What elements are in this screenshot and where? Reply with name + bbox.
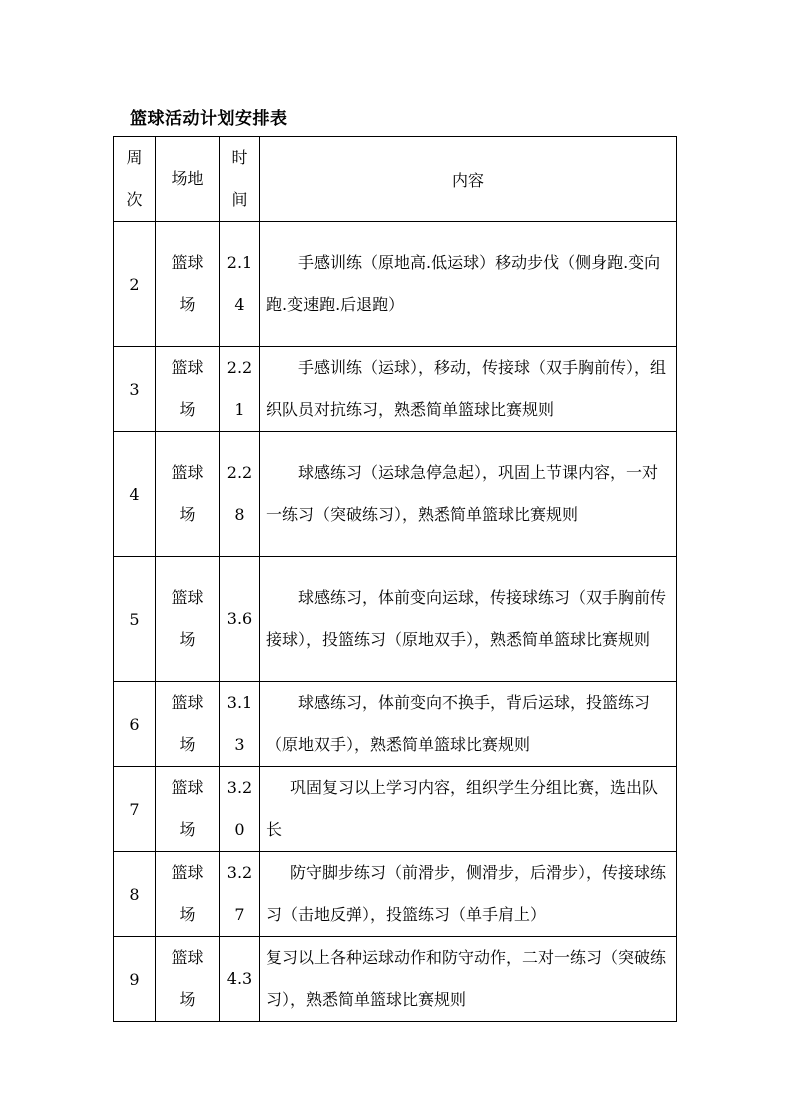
cell-week: 7 <box>114 767 156 852</box>
cell-place: 篮球场 <box>156 767 220 852</box>
table-header-row <box>114 137 677 222</box>
cell-place: 篮球场 <box>156 937 220 1022</box>
cell-date: 3.13 <box>220 682 260 767</box>
cell-week: 4 <box>114 432 156 557</box>
header-place: 场地 <box>156 137 220 222</box>
cell-content: 手感训练（原地高.低运球）移动步伐（侧身跑.变向跑.变速跑.后退跑） <box>260 222 677 347</box>
cell-date: 2.28 <box>220 432 260 557</box>
cell-week: 5 <box>114 557 156 682</box>
cell-content: 球感练习，体前变向运球，传接球练习（双手胸前传接球），投篮练习（原地双手），熟悉简单篮球比赛规则 <box>260 557 677 682</box>
cell-date: 4.3 <box>220 937 260 1022</box>
table-row <box>114 767 677 852</box>
table-row <box>114 682 677 767</box>
header-week: 周次 <box>114 137 156 222</box>
table-row <box>114 347 677 432</box>
cell-date: 3.27 <box>220 852 260 937</box>
cell-content: 巩固复习以上学习内容，组织学生分组比赛，选出队长 <box>260 767 677 852</box>
cell-content: 手感训练（运球），移动，传接球（双手胸前传），组织队员对抗练习，熟悉简单篮球比赛规则 <box>260 347 677 432</box>
cell-date: 2.21 <box>220 347 260 432</box>
cell-date: 3.6 <box>220 557 260 682</box>
table-row <box>114 222 677 347</box>
header-content: 内容 <box>260 137 677 222</box>
cell-content: 球感练习（运球急停急起），巩固上节课内容，一对一练习（突破练习），熟悉简单篮球比赛规则 <box>260 432 677 557</box>
table-row <box>114 852 677 937</box>
cell-week: 3 <box>114 347 156 432</box>
schedule-table <box>113 136 677 1022</box>
cell-place: 篮球场 <box>156 557 220 682</box>
cell-week: 8 <box>114 852 156 937</box>
cell-date: 2.14 <box>220 222 260 347</box>
cell-date: 3.20 <box>220 767 260 852</box>
cell-place: 篮球场 <box>156 432 220 557</box>
header-date: 时间 <box>220 137 260 222</box>
cell-week: 9 <box>114 937 156 1022</box>
table-row <box>114 432 677 557</box>
table-row <box>114 557 677 682</box>
cell-place: 篮球场 <box>156 682 220 767</box>
cell-content: 球感练习，体前变向不换手，背后运球，投篮练习（原地双手），熟悉简单篮球比赛规则 <box>260 682 677 767</box>
cell-content: 防守脚步练习（前滑步，侧滑步，后滑步），传接球练习（击地反弹），投篮练习（单手肩上） <box>260 852 677 937</box>
cell-content: 复习以上各种运球动作和防守动作，二对一练习（突破练习），熟悉简单篮球比赛规则 <box>260 937 677 1022</box>
cell-place: 篮球场 <box>156 347 220 432</box>
table-row <box>114 937 677 1022</box>
cell-place: 篮球场 <box>156 222 220 347</box>
document-title: 篮球活动计划安排表 <box>130 109 288 129</box>
cell-week: 2 <box>114 222 156 347</box>
cell-place: 篮球场 <box>156 852 220 937</box>
cell-week: 6 <box>114 682 156 767</box>
